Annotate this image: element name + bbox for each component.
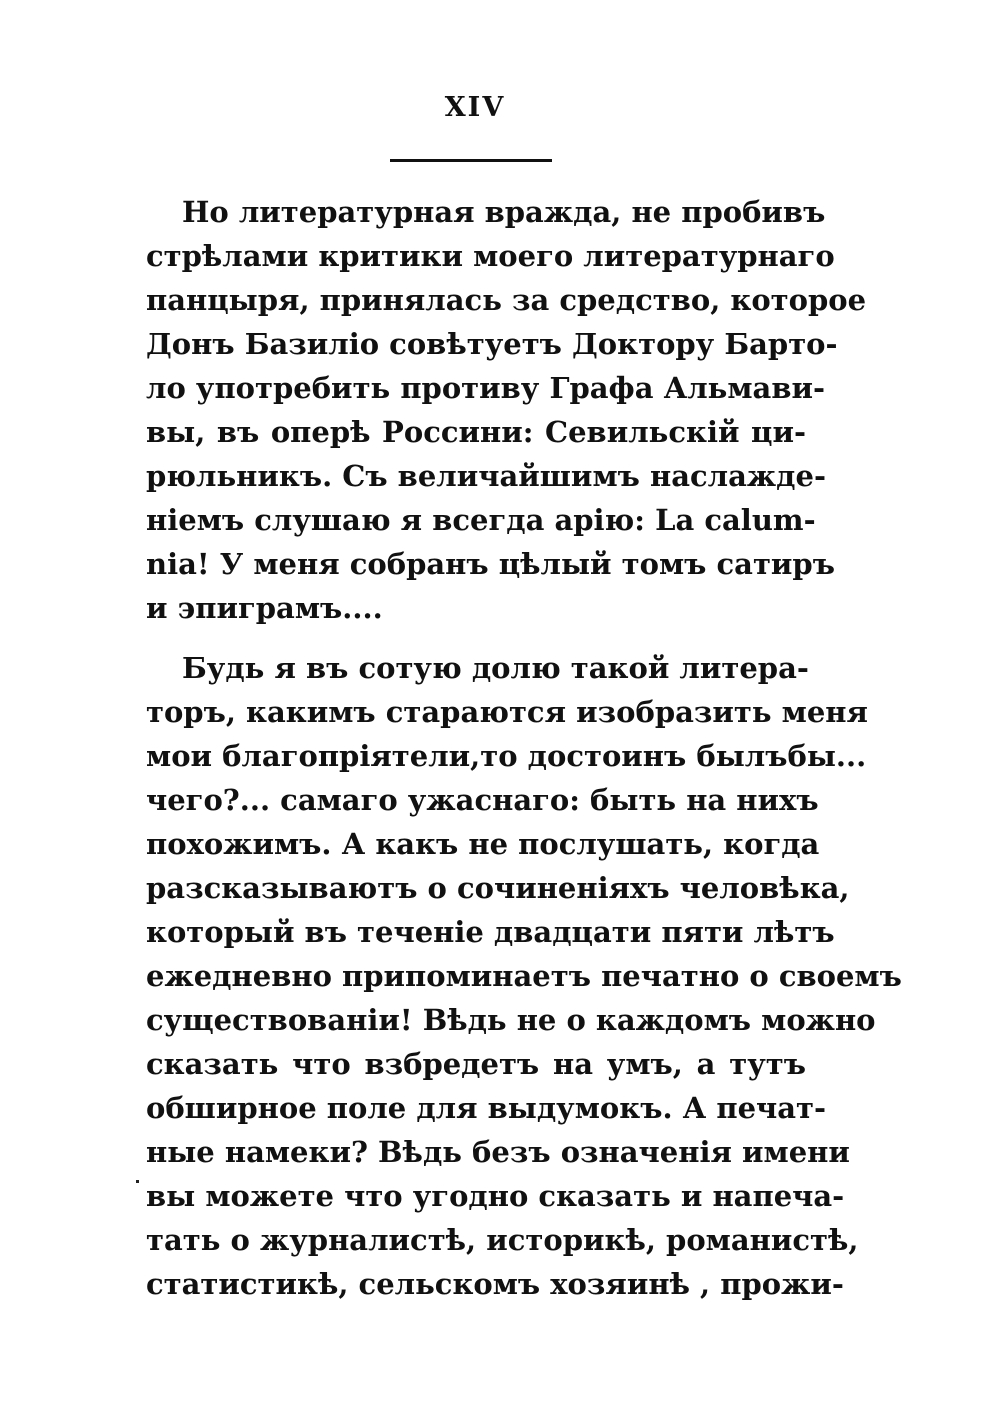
text-line: рюльникъ. Съ величайшимъ наслажде- [146, 459, 826, 493]
text-line: и эпиграмъ.... [146, 591, 383, 625]
text-line: ежедневно припоминаетъ печатно о своемъ [146, 959, 902, 993]
text-line: ные намеки? Вѣдь безъ означенія имени [146, 1135, 850, 1169]
text-line: чего?... самаго ужаснаго: быть на нихъ [146, 783, 819, 817]
text-line: вы можете что угодно сказать и напеча- [146, 1179, 845, 1213]
text-line: Но литературная вражда, не пробивъ [182, 195, 826, 229]
paragraph [146, 190, 867, 630]
text-line: тать о журналистѣ, историкѣ, романистѣ, [146, 1223, 859, 1257]
text-line: стрѣлами критики моего литературнаго [146, 239, 835, 273]
text-line: разсказываютъ о сочиненіяхъ человѣка, [146, 871, 850, 905]
text-line: статистикѣ, сельскомъ хозяинѣ , прожи- [146, 1267, 844, 1301]
text-line: вы, въ оперѣ Россини: Севильскій ци- [146, 415, 806, 449]
text-line: ніемъ слушаю я всегда арію: La calum- [146, 503, 816, 537]
text-line: ло употребить противу Графа Альмави- [146, 371, 826, 405]
text-line: торъ, какимъ стараются изобразить меня [146, 695, 868, 729]
text-line: который въ теченіе двадцати пяти лѣтъ [146, 915, 835, 949]
text-line: существованіи! Вѣдь не о каждомъ можно [146, 1003, 876, 1037]
body-text [146, 190, 902, 1306]
ink-speck [136, 1180, 139, 1183]
paragraph-gap [146, 630, 806, 646]
text-line: обширное поле для выдумокъ. А печат- [146, 1091, 827, 1125]
text-line: сказать что взбредетъ на умъ, а тутъ [146, 1047, 806, 1081]
header-rule [390, 159, 552, 162]
text-line: похожимъ. А какъ не послушать, когда [146, 827, 820, 861]
text-line: мои благопріятели,то достоинъ былъбы... [146, 739, 867, 773]
text-line: Будь я въ сотую долю такой литера- [182, 651, 809, 685]
text-line: панцыря, принялась за средство, которое [146, 283, 867, 317]
page-number: XIV [444, 92, 506, 123]
paragraph [146, 646, 902, 1306]
text-line: Донъ Базиліо совѣтуетъ Доктору Барто- [146, 327, 838, 361]
text-line: nia! У меня собранъ цѣлый томъ сатиръ [146, 547, 835, 581]
